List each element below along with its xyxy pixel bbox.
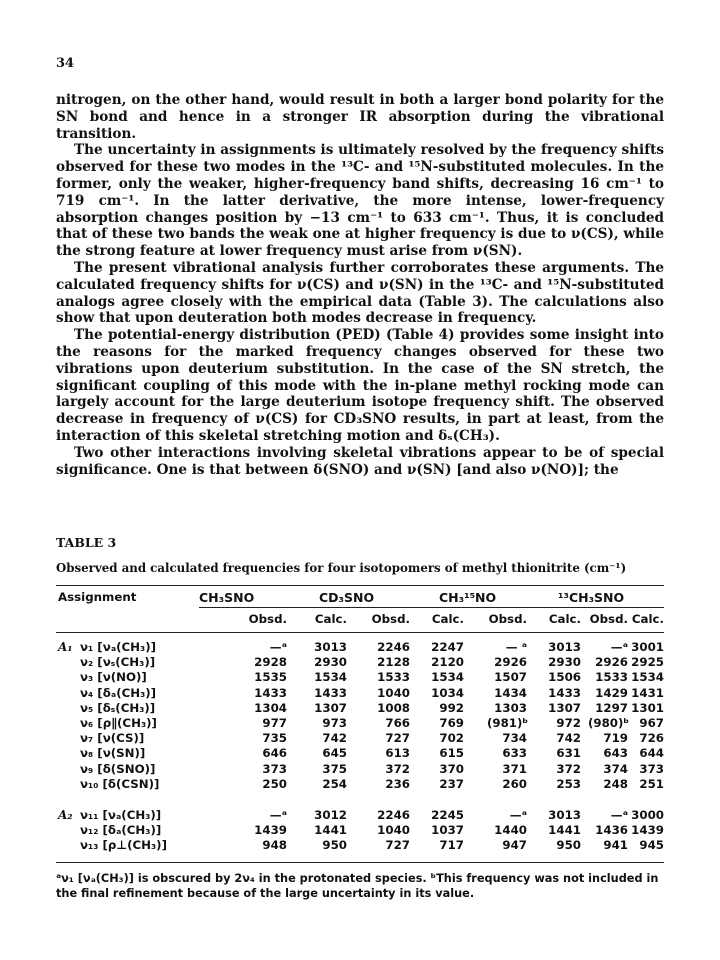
table-cell: 1431 [631,685,664,700]
table-cell: 2246 [377,808,410,822]
paragraph-vibrational-analysis: The present vibrational analysis further corroborates these arguments. The calculated frequency shifts for ν(CS) and ν(SN) in the ¹³C- and ¹⁵N-substituted analogs agree closely with the empirical data (Table 3). The calculations also show that upon deuteration both modes decrease in frequency. [56,259,664,327]
table-cell: 2925 [631,655,664,670]
table-cell: 373 [639,761,664,776]
table-cell: 719 [603,731,628,746]
sub-header-7: Obsd. [589,612,628,626]
table-cell: 3013 [314,640,347,654]
table-cell: 1535 [254,670,287,685]
table-cell: 1506 [548,670,581,685]
table-cell: 947 [502,838,527,853]
sub-header-4: Calc. [431,612,464,626]
row-assignment: ν₇ [ν(CS)] [80,731,145,746]
paragraph-ped: The potential-energy distribution (PED) (Table 4) provides some insight into the reasons for the marked frequency changes observed for these two vibrations upon deuterium substitution. In the case of the SN stretch, the significant coupling of this mode with the in-plane methyl rocking mode can largely account for the large deuterium isotope frequency shift. The observed decrease in frequency of ν(CS) for CD₃SNO results, in part at least, from the interaction of this skeletal stretching motion and δₛ(CH₃). [56,327,664,444]
table-bottom-rule [56,862,664,863]
table-cell: 643 [603,746,628,761]
group-header-2: CD₃SNO [319,590,375,605]
page-number: 34 [56,56,75,71]
table-cell: —ᵃ [269,640,287,654]
sub-header-3: Obsd. [371,612,410,626]
table-cell: 1008 [377,700,410,715]
table-cell: 3013 [548,640,581,654]
paragraph-continuation: nitrogen, on the other hand, would result in both a larger bond polarity for the SN bond and hence in a stronger IR absorption during the vibrational transition. [56,92,664,142]
row-assignment: ν₈ [ν(SN)] [80,746,146,761]
table-cell: 2247 [431,640,464,654]
table-cell: 702 [439,731,464,746]
table-cell: 251 [639,776,664,791]
table-cell: 631 [556,746,581,761]
table-cell: 1433 [314,685,347,700]
table-label: TABLE 3 [56,535,117,550]
table-cell: 769 [439,716,464,730]
table-cell: 2245 [431,808,464,822]
table-cell: 1507 [494,670,527,685]
table-cell: 717 [439,838,464,853]
table-cell: 1037 [431,823,464,838]
table-cell: 1301 [631,700,664,715]
table-cell: —ᵃ [509,808,527,822]
table-cell: 2120 [431,655,464,670]
row-assignment: ν₉ [δ(SNO)] [80,761,156,776]
table-cell: 977 [262,716,287,730]
table-cell: 1533 [377,670,410,685]
table-cell: 727 [385,731,410,746]
table-cell: 1040 [377,823,410,838]
table-cell: —ᵃ [610,640,628,654]
table-cell: (981)ᵇ [487,716,529,730]
table-cell: 2926 [494,655,527,670]
table-cell: 236 [385,776,410,791]
table-cell: 1441 [314,823,347,838]
table-cell: 260 [502,776,527,791]
sub-header-5: Obsd. [488,612,527,626]
table-cell: 1297 [595,700,628,715]
table-cell: 941 [603,838,628,853]
table-cell: 1533 [595,670,628,685]
table-cell: 2930 [548,655,581,670]
row-assignment: ν₁₃ [ρ⊥(CH₃)] [80,838,167,853]
table-cell: 1303 [494,700,527,715]
row-assignment: ν₆ [ρ∥(CH₃)] [80,716,157,730]
table-cell: 370 [439,761,464,776]
table-cell: 3013 [548,808,581,822]
group-underline-4 [558,607,664,608]
table-cell: 613 [385,746,410,761]
table-cell: 373 [262,761,287,776]
table-cell: — ᵃ [505,640,527,654]
table-cell: 950 [556,838,581,853]
row-assignment: ν₁₁ [νₐ(CH₃)] [80,808,162,822]
table-cell: 372 [385,761,410,776]
table-cell: 2246 [377,640,410,654]
table-cell: 1534 [314,670,347,685]
table-cell: 1434 [494,685,527,700]
table-cell: 254 [322,776,347,791]
group-header-3: CH₃¹⁵NO [439,590,497,605]
table-cell: 1307 [548,700,581,715]
assignment-header: Assignment [58,590,137,604]
table-cell: 2128 [377,655,410,670]
table-cell: 734 [502,731,527,746]
paragraph-interactions: Two other interactions involving skeletal vibrations appear to be of special significance. One is that between δ(SNO) and ν(SN) [and also ν(NO)]; the [56,444,664,478]
table-cell: 248 [603,776,628,791]
table-cell: (980)ᵇ [588,716,630,730]
table-cell: —ᵃ [269,808,287,822]
sub-header-8: Calc. [631,612,664,626]
table-cell: 3001 [631,640,664,654]
row-assignment: ν₃ [ν(NO)] [80,670,147,685]
table-cell: 742 [556,731,581,746]
table-cell: 1439 [254,823,287,838]
table-cell: 1436 [595,823,628,838]
table-cell: 3000 [631,808,664,822]
table-caption: Observed and calculated frequencies for four isotopomers of methyl thionitrite (cm⁻¹) [56,561,627,575]
table-cell: 727 [385,838,410,853]
table-cell: 950 [322,838,347,853]
table-cell: 644 [639,746,664,761]
table-footnote: ᵃν₁ [νₐ(CH₃)] is obscured by 2ν₄ in the protonated species. ᵇThis frequency was not included in the final refinement because of the large uncertainty in its value. [56,872,659,900]
table-cell: 633 [502,746,527,761]
row-assignment: ν₁₀ [δ(CSN)] [80,776,160,791]
row-assignment: ν₁₂ [δₐ(CH₃)] [80,823,162,838]
table-cell: 1307 [314,700,347,715]
table-cell: 945 [639,838,664,853]
table-cell: 237 [439,776,464,791]
group-header-1: CH₃SNO [199,590,255,605]
table-cell: 1440 [494,823,527,838]
body-text [56,92,664,478]
symmetry-a1: A₁ [58,640,73,654]
row-assignment: ν₄ [δₐ(CH₃)] [80,685,157,700]
table-cell: 2928 [254,655,287,670]
sub-header-6: Calc. [548,612,581,626]
paragraph-assignment-resolution: The uncertainty in assignments is ultimately resolved by the frequency shifts observed for these two modes in the ¹³C- and ¹⁵N-substituted molecules. In the former, only the weaker, higher-frequency band shifts, decreasing 16 cm⁻¹ to 719 cm⁻¹. In the latter derivative, the more intense, lower-frequency absorption changes position by −13 cm⁻¹ to 633 cm⁻¹. Thus, it is concluded that of these two bands the weak one at higher frequency is due to ν(CS), while the strong feature at lower frequency must arise from ν(SN). [56,142,664,260]
table-cell: 1534 [431,670,464,685]
table-cell: 253 [556,776,581,791]
table-cell: 973 [322,716,347,730]
table-cell: 646 [262,746,287,761]
table-cell: 766 [385,716,410,730]
group-header-4: ¹³CH₃SNO [558,590,625,605]
table-cell: 1429 [595,685,628,700]
table-cell: 967 [639,716,664,730]
table-cell: 615 [439,746,464,761]
table-cell: 3012 [314,808,347,822]
header-bottom-rule [56,632,664,633]
sub-header-2: Calc. [314,612,347,626]
table-cell: 2926 [595,655,628,670]
table-cell: —ᵃ [610,808,628,822]
table-cell: 1304 [254,700,287,715]
table-cell: 250 [262,776,287,791]
table-cell: 2930 [314,655,347,670]
table-cell: 374 [603,761,628,776]
table-cell: 1433 [254,685,287,700]
table-cell: 735 [262,731,287,746]
sub-header-1: Obsd. [248,612,287,626]
row-assignment: ν₂ [νₛ(CH₃)] [80,655,156,670]
table-cell: 371 [502,761,527,776]
symmetry-a2: A₂ [58,808,73,822]
table-cell: 645 [322,746,347,761]
table-top-rule [56,585,664,586]
table-cell: 948 [262,838,287,853]
table-cell: 1034 [431,685,464,700]
table-cell: 742 [322,731,347,746]
table-cell: 372 [556,761,581,776]
row-assignment: ν₁ [νₐ(CH₃)] [80,640,157,654]
row-assignment: ν₅ [δₛ(CH₃)] [80,700,156,715]
table-cell: 1439 [631,823,664,838]
table-cell: 1040 [377,685,410,700]
table-cell: 992 [439,700,464,715]
table-cell: 1534 [631,670,664,685]
table-cell: 375 [322,761,347,776]
table-cell: 1441 [548,823,581,838]
table-cell: 1433 [548,685,581,700]
table-cell: 726 [639,731,664,746]
table-cell: 972 [556,716,581,730]
